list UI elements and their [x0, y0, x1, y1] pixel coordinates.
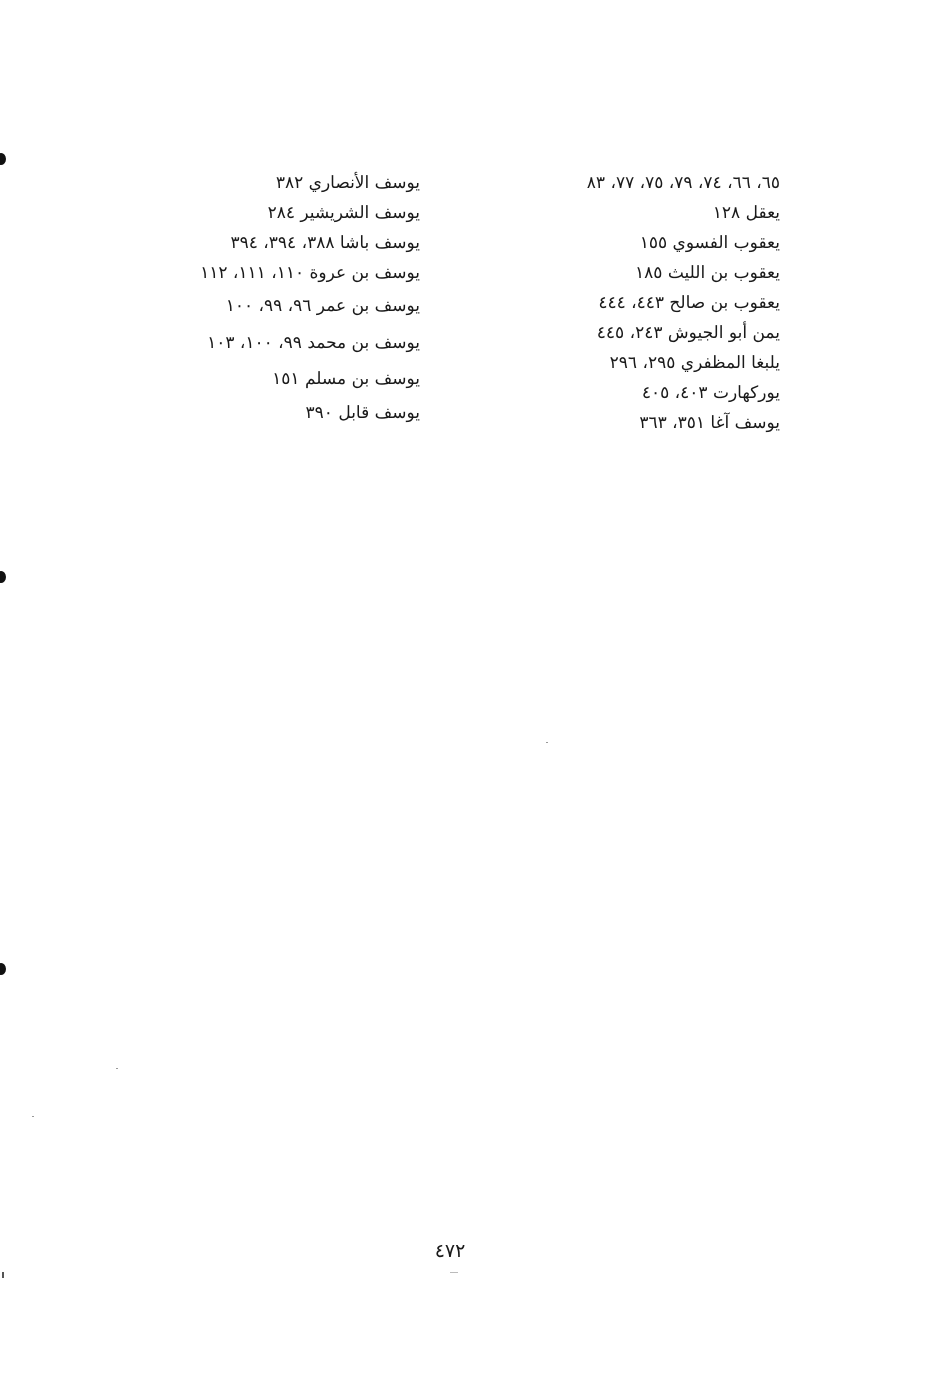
index-entry: يعقوب بن الليث ١٨٥ — [635, 263, 780, 283]
scan-speck — [2, 1272, 4, 1278]
page-number: ٤٧٢ — [434, 1240, 466, 1262]
index-entry: يوسف الشريشير ٢٨٤ — [267, 203, 420, 223]
index-entry: يوسف بن محمد ٩٩، ١٠٠، ١٠٣ — [207, 333, 420, 353]
binding-hole-mark — [0, 571, 6, 583]
index-column-right — [480, 168, 780, 438]
index-entry: يوسف آغا ٣٥١، ٣٦٣ — [639, 413, 780, 433]
scan-speck — [450, 1272, 458, 1273]
scan-speck — [116, 1068, 118, 1069]
index-entry: يعقوب بن صالح ٤٤٣، ٤٤٤ — [598, 293, 780, 313]
scan-speck — [32, 1116, 34, 1117]
index-column-left — [120, 168, 420, 430]
index-entry: يعقل ١٢٨ — [712, 203, 780, 223]
index-entry: يوسف بن مسلم ١٥١ — [272, 369, 420, 389]
index-entry: يوسف بن عمر ٩٦، ٩٩، ١٠٠ — [225, 296, 420, 316]
index-entry: يوسف قابل ٣٩٠ — [305, 403, 420, 423]
scan-speck — [546, 742, 548, 743]
index-entry: يلبغا المظفري ٢٩٥، ٢٩٦ — [609, 353, 780, 373]
index-entry: يوسف بن عروة ١١٠، ١١١، ١١٢ — [200, 263, 420, 283]
index-entry: يوسف باشا ٣٨٨، ٣٩٤، ٣٩٤ — [230, 233, 420, 253]
index-entry: يعقوب الفسوي ١٥٥ — [639, 233, 780, 253]
index-entry: يوسف الأنصاري ٣٨٢ — [275, 173, 420, 193]
binding-hole-mark — [0, 963, 6, 975]
index-entry: يمن أبو الجيوش ٢٤٣، ٤٤٥ — [596, 323, 780, 343]
binding-hole-mark — [0, 153, 6, 165]
index-entry: يوركهارت ٤٠٣، ٤٠٥ — [641, 383, 780, 403]
index-entry: ٦٥، ٦٦، ٧٤، ٧٩، ٧٥، ٧٧، ٨٣ — [586, 173, 780, 193]
